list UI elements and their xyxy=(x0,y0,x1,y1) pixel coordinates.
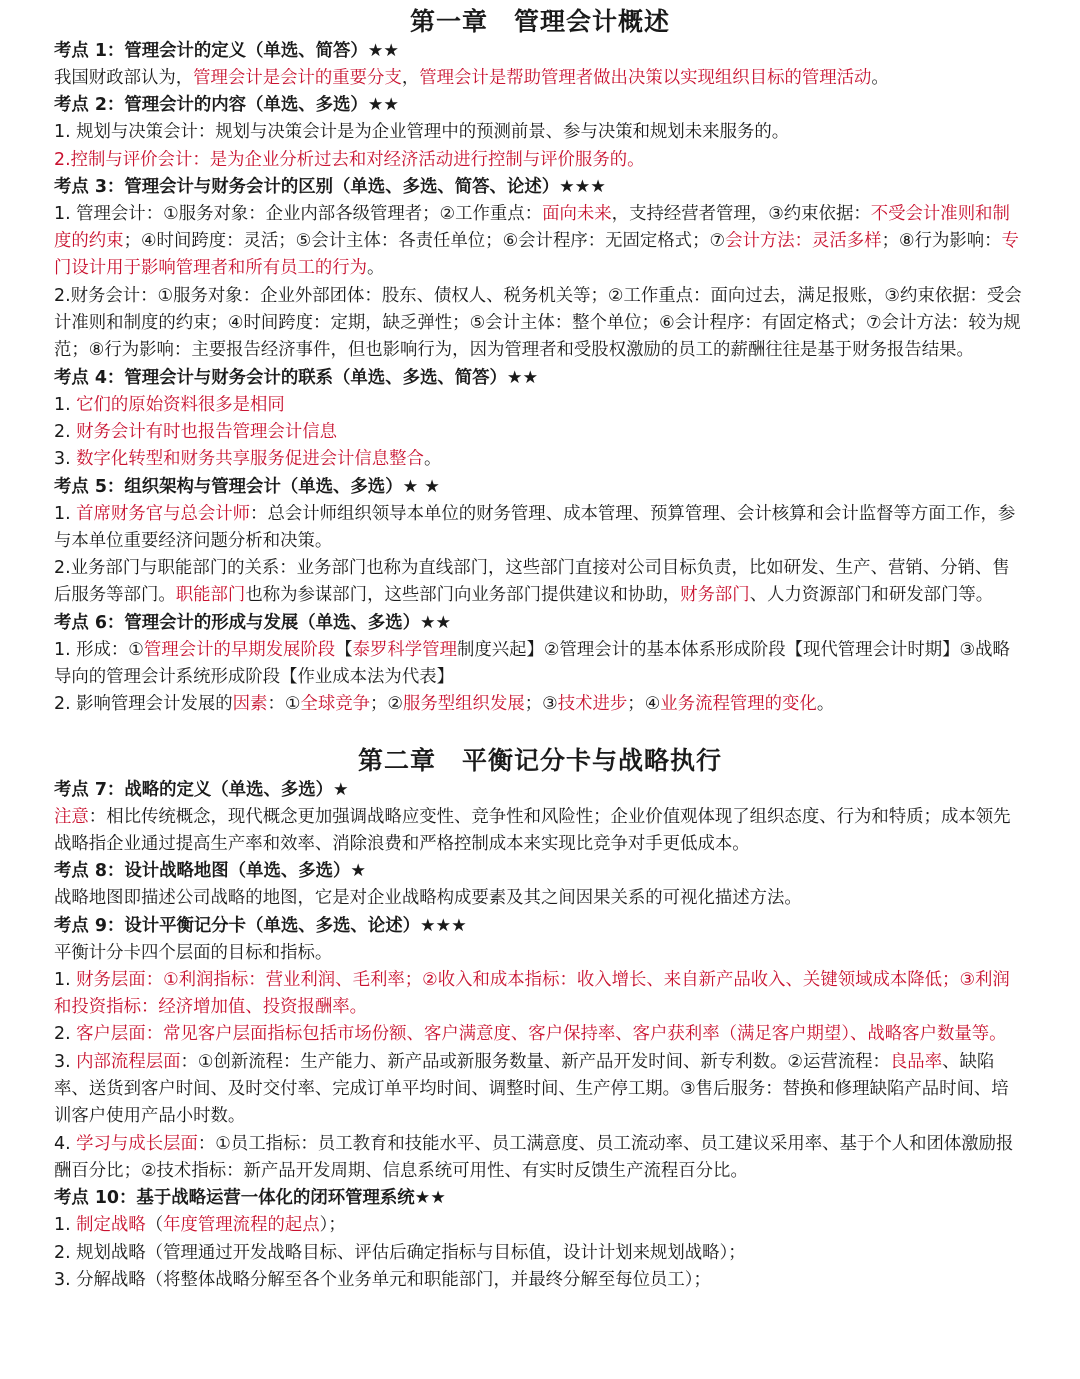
paragraph xyxy=(54,940,1026,967)
paragraph xyxy=(54,1021,1026,1048)
highlight-text: 管理会计是会计的重要分支 xyxy=(193,68,402,88)
paragraph xyxy=(54,65,1026,92)
highlight-text: 财务层面：①利润指标：营业利润、毛利率；②收入和成本指标：收入增长、来自新产品收入、关键领域成本降低；③利润和投资指标：经济增加值、投资报酬率。 xyxy=(54,969,1010,1018)
text-run: 、人力资源部门和研发部门等。 xyxy=(749,585,994,606)
paragraph xyxy=(54,283,1026,365)
text-run: （ xyxy=(145,1215,164,1236)
paragraph xyxy=(54,392,1026,419)
highlight-text: 财务部门 xyxy=(680,585,750,606)
section-heading: 考点 4：管理会计与财务会计的联系（单选、多选、简答）★★ xyxy=(54,367,539,388)
section-heading: 考点 5：组织架构与管理会计（单选、多选）★ ★ xyxy=(54,476,440,497)
text-run: 1. 形成：① xyxy=(54,639,144,660)
section-heading: 考点 1：管理会计的定义（单选、简答）★★ xyxy=(54,41,399,61)
paragraph xyxy=(54,419,1026,446)
paragraph xyxy=(54,885,1026,912)
text-run: 制度兴起】②管理会计的基本体系形成阶段【现代管理会计时期】③战略导向的管理会计系统形成阶段【作业成本法为代表】 xyxy=(54,639,1010,688)
highlight-text: 财务会计有时也报告管理会计信息 xyxy=(76,421,337,442)
paragraph xyxy=(54,1267,1026,1294)
text-run: 4. xyxy=(54,1133,77,1154)
section-heading: 考点 9：设计平衡记分卡（单选、多选、论述）★★★ xyxy=(54,915,467,936)
paragraph xyxy=(54,501,1026,556)
chapter-title: 第二章 平衡记分卡与战略执行 xyxy=(357,745,722,775)
highlight-text: 会计方法：灵活多样 xyxy=(725,231,882,252)
text-run: ；③ xyxy=(524,694,558,715)
highlight-text: 面向未来 xyxy=(542,203,612,224)
paragraph xyxy=(54,1049,1026,1131)
section-heading: 考点 2：管理会计的内容（单选、多选）★★ xyxy=(54,95,399,116)
text-run: ：总会计师组织领导本单位的财务管理、成本管理、预算管理、会计核算和会计监督等方面工作，参与本单位重要经济问题分析和决策。 xyxy=(54,503,1016,551)
highlight-text: 因素 xyxy=(232,694,268,715)
text-run: 2. xyxy=(54,421,77,442)
highlight-text: 服务型组织发展 xyxy=(402,694,525,715)
paragraph xyxy=(54,147,1026,174)
highlight-text: 技术进步 xyxy=(557,694,628,715)
text-run: 。 xyxy=(871,68,889,88)
text-run: ，支持经营者管理，③约束依据： xyxy=(611,203,871,224)
text-run: 1. xyxy=(54,394,77,415)
highlight-text: 它们的原始资料很多是相同 xyxy=(76,394,285,415)
highlight-text: 专门设计用于影响管理者和所有员工的行为 xyxy=(54,231,1019,279)
text-run: 。 xyxy=(367,258,385,279)
text-run: ；⑧行为影响： xyxy=(881,231,1002,252)
paragraph xyxy=(54,804,1026,859)
text-run: ；④时间跨度：灵活；⑤会计主体：各责任单位；⑥会计程序：无固定格式；⑦ xyxy=(123,231,726,252)
paragraph xyxy=(54,1131,1026,1186)
highlight-text: 管理会计是帮助管理者做出决策以实现组织目标的管理活动 xyxy=(419,68,872,88)
paragraph xyxy=(54,201,1026,283)
section-heading: 考点 8：设计战略地图（单选、多选）★ xyxy=(54,861,366,882)
text-run: 3. xyxy=(54,449,77,470)
highlight-text: 内部流程层面 xyxy=(76,1051,181,1072)
text-run: ， xyxy=(401,68,420,88)
text-run: 1. xyxy=(54,203,77,224)
text-run: 1. xyxy=(54,503,77,524)
text-run: 3. 分解战略（将整体战略分解至各个业务单元和职能部门，并最终分解至每位员工）； xyxy=(54,1269,711,1290)
highlight-text: 泰罗科学管理 xyxy=(352,639,457,660)
text-run: 、缺陷率、送货到客户时间、及时交付率、完成订单平均时间、调整时间、生产停工期。③售后服务：替换和修理缺陷产品时间、培训客户使用产品小时数。 xyxy=(54,1051,1009,1127)
text-run: 1. xyxy=(54,969,77,990)
paragraph xyxy=(54,1212,1026,1239)
highlight-text: 注意 xyxy=(54,806,89,827)
text-run: 平衡计分卡四个层面的目标和指标。 xyxy=(54,942,333,963)
highlight-text: 控制与评价会计：是为企业分析过去和对经济活动进行控制与评价服务的。 xyxy=(70,149,645,170)
text-run: 1. 规划与决策会计：规划与决策会计是为企业管理中的预测前景、参与决策和规划未来服务的。 xyxy=(54,122,790,143)
section-heading: 考点 6：管理会计的形成与发展（单选、多选）★★ xyxy=(54,612,452,633)
highlight-text: 首席财务官与总会计师 xyxy=(76,503,251,524)
section-heading: 考点 3：管理会计与财务会计的区别（单选、多选、简答、论述）★★★ xyxy=(54,176,606,197)
text-run: ：①员工指标：员工教育和技能水平、员工满意度、员工流动率、员工建议采用率、基于个人和团体激励报酬百分比；②技术指标：新产品开发周期、信息系统可用性、有实时反馈生产流程百分比。 xyxy=(54,1133,1014,1181)
highlight-text: 2. xyxy=(54,149,71,170)
highlight-text: 职能部门 xyxy=(175,585,246,606)
paragraph xyxy=(54,555,1026,610)
highlight-text: 管理会计的早期发展阶段 xyxy=(143,639,336,660)
section-heading: 考点 10：基于战略运营一体化的闭环管理系统★★ xyxy=(54,1188,446,1209)
text-run: ：①创新流程：生产能力、新产品或新服务数量、新产品开发时间、新专利数。②运营流程： xyxy=(180,1051,890,1072)
paragraph xyxy=(54,967,1026,1022)
text-run: ）； xyxy=(319,1215,346,1236)
paragraph xyxy=(54,637,1026,692)
text-run: ；② xyxy=(370,694,403,715)
text-run: 我国财政部认为， xyxy=(54,68,194,88)
text-run: 【 xyxy=(335,639,353,660)
section-heading: 考点 7：战略的定义（单选、多选）★ xyxy=(54,779,349,800)
text-run: 管理会计 xyxy=(76,203,146,224)
text-run: 2. xyxy=(54,1024,77,1045)
highlight-text: 业务流程管理的变化 xyxy=(660,694,817,715)
highlight-text: 学习与成长层面 xyxy=(76,1133,198,1154)
text-run: 也称为参谋部门，这些部门向业务部门提供建议和协助， xyxy=(245,585,681,606)
text-run: 2. 影响管理会计发展的 xyxy=(54,694,233,715)
text-run: 。 xyxy=(423,449,442,470)
highlight-text: 年度管理流程的起点 xyxy=(163,1215,320,1236)
paragraph xyxy=(54,691,1026,718)
paragraph xyxy=(54,119,1026,146)
highlight-text: 客户层面：常见客户层面指标包括市场份额、客户满意度、客户保持率、客户获利率（满足客户期望）、战略客户数量等。 xyxy=(76,1024,1007,1045)
text-run: ；④ xyxy=(627,694,661,715)
highlight-text: 不受会计准则和制度的约束 xyxy=(54,203,1010,252)
text-run: ：①服务对象：企业内部各级管理者；②工作重点： xyxy=(145,203,543,224)
text-run: 战略地图即描述公司战略的地图，它是对企业战略构成要素及其之间因果关系的可视化描述方法。 xyxy=(54,888,802,909)
text-run: ：相比传统概念，现代概念更加强调战略应变性、竞争性和风险性；企业价值观体现了组织态度、行为和特质；成本领先战略指企业通过提高生产率和效率、消除浪费和严格控制成本来实现比竞争对手更低成本。 xyxy=(54,806,1011,854)
text-run: 。 xyxy=(816,694,835,715)
text-run: 1. xyxy=(54,1215,77,1236)
highlight-text: 数字化转型和财务共享服务促进会计信息整合 xyxy=(76,449,424,470)
paragraph xyxy=(54,446,1026,473)
highlight-text: 制定战略 xyxy=(76,1215,146,1236)
text-run: 2.财务会计：①服务对象：企业外部团体：股东、债权人、税务机关等；②工作重点：面向过去，满足报账，③约束依据：受会计准则和制度的约束；④时间跨度：定期，缺乏弹性；⑤会计主体：整个单位；⑥会计程序：有固定格式；⑦会计方法：较为规范；⑧行为影响：主要报告经济事件，但也影响行为，因为管理者和受股权激励的员工的薪酬往往是基于财务报告结果。 xyxy=(54,285,1022,361)
chapter-title: 第一章 管理会计概述 xyxy=(409,7,670,36)
text-run: 3. xyxy=(54,1051,77,1072)
text-run: ：① xyxy=(267,694,301,715)
highlight-text: 良品率 xyxy=(889,1051,943,1072)
paragraph xyxy=(54,1240,1026,1267)
text-run: 2.业务部门与职能部门的关系：业务部门也称为直线部门，这些部门直接对公司目标负责，比如研发、生产、营销、分销、售后服务等部门。 xyxy=(54,558,1010,606)
highlight-text: 全球竞争 xyxy=(300,694,370,715)
text-run: 2. 规划战略（管理通过开发战略目标、评估后确定指标与目标值，设计计划来规划战略）； xyxy=(54,1242,746,1263)
